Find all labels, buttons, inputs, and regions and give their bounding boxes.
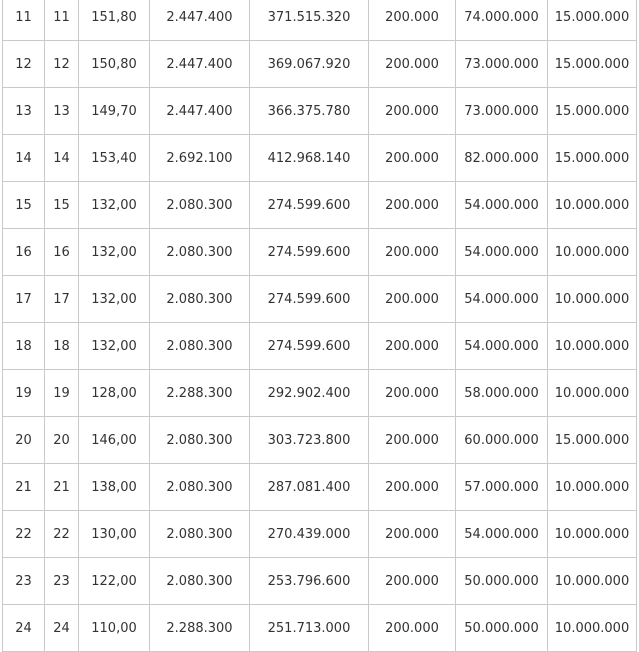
deposit-cell: 54.000.000 xyxy=(456,511,548,558)
fee-cell: 200.000 xyxy=(369,370,456,417)
deposit-cell: 54.000.000 xyxy=(456,229,548,276)
fee-cell: 200.000 xyxy=(369,182,456,229)
area-cell: 130,00 xyxy=(79,511,150,558)
discount-cell: 15.000.000 xyxy=(548,41,637,88)
discount-cell: 10.000.000 xyxy=(548,276,637,323)
unit-price-cell: 2.080.300 xyxy=(150,323,250,370)
total-price-cell: 274.599.600 xyxy=(250,182,369,229)
row-index-cell: 24 xyxy=(3,605,45,652)
total-price-cell: 274.599.600 xyxy=(250,229,369,276)
discount-cell: 10.000.000 xyxy=(548,605,637,652)
total-price-cell: 371.515.320 xyxy=(250,0,369,41)
discount-cell: 15.000.000 xyxy=(548,417,637,464)
row-index-cell: 23 xyxy=(3,558,45,605)
area-cell: 149,70 xyxy=(79,88,150,135)
area-cell: 153,40 xyxy=(79,135,150,182)
total-price-cell: 366.375.780 xyxy=(250,88,369,135)
area-cell: 146,00 xyxy=(79,417,150,464)
discount-cell: 10.000.000 xyxy=(548,182,637,229)
unit-price-cell: 2.080.300 xyxy=(150,511,250,558)
unit-price-cell: 2.080.300 xyxy=(150,417,250,464)
fee-cell: 200.000 xyxy=(369,135,456,182)
discount-cell: 10.000.000 xyxy=(548,558,637,605)
fee-cell: 200.000 xyxy=(369,276,456,323)
deposit-cell: 73.000.000 xyxy=(456,41,548,88)
table-row xyxy=(3,0,637,41)
row-index-cell: 20 xyxy=(3,417,45,464)
deposit-cell: 50.000.000 xyxy=(456,558,548,605)
deposit-cell: 54.000.000 xyxy=(456,182,548,229)
row-index-cell: 19 xyxy=(3,370,45,417)
row-index-cell: 16 xyxy=(3,229,45,276)
unit-number-cell: 20 xyxy=(45,417,79,464)
total-price-cell: 369.067.920 xyxy=(250,41,369,88)
row-index-cell: 12 xyxy=(3,41,45,88)
fee-cell: 200.000 xyxy=(369,88,456,135)
fee-cell: 200.000 xyxy=(369,511,456,558)
unit-number-cell: 23 xyxy=(45,558,79,605)
discount-cell: 15.000.000 xyxy=(548,0,637,41)
table-row xyxy=(3,182,637,229)
unit-number-cell: 12 xyxy=(45,41,79,88)
row-index-cell: 18 xyxy=(3,323,45,370)
table-row xyxy=(3,511,637,558)
price-table xyxy=(2,0,637,652)
area-cell: 132,00 xyxy=(79,276,150,323)
fee-cell: 200.000 xyxy=(369,558,456,605)
deposit-cell: 82.000.000 xyxy=(456,135,548,182)
unit-number-cell: 24 xyxy=(45,605,79,652)
unit-price-cell: 2.447.400 xyxy=(150,41,250,88)
table-row xyxy=(3,464,637,511)
table-row xyxy=(3,370,637,417)
table-row xyxy=(3,88,637,135)
unit-price-cell: 2.447.400 xyxy=(150,88,250,135)
deposit-cell: 57.000.000 xyxy=(456,464,548,511)
row-index-cell: 14 xyxy=(3,135,45,182)
unit-price-cell: 2.692.100 xyxy=(150,135,250,182)
unit-number-cell: 18 xyxy=(45,323,79,370)
deposit-cell: 54.000.000 xyxy=(456,323,548,370)
total-price-cell: 303.723.800 xyxy=(250,417,369,464)
unit-number-cell: 19 xyxy=(45,370,79,417)
unit-number-cell: 15 xyxy=(45,182,79,229)
row-index-cell: 22 xyxy=(3,511,45,558)
table-row xyxy=(3,323,637,370)
unit-number-cell: 13 xyxy=(45,88,79,135)
deposit-cell: 58.000.000 xyxy=(456,370,548,417)
area-cell: 128,00 xyxy=(79,370,150,417)
fee-cell: 200.000 xyxy=(369,417,456,464)
table-row xyxy=(3,558,637,605)
discount-cell: 10.000.000 xyxy=(548,464,637,511)
total-price-cell: 287.081.400 xyxy=(250,464,369,511)
area-cell: 110,00 xyxy=(79,605,150,652)
total-price-cell: 270.439.000 xyxy=(250,511,369,558)
discount-cell: 10.000.000 xyxy=(548,323,637,370)
total-price-cell: 412.968.140 xyxy=(250,135,369,182)
discount-cell: 10.000.000 xyxy=(548,229,637,276)
unit-price-cell: 2.080.300 xyxy=(150,464,250,511)
area-cell: 132,00 xyxy=(79,229,150,276)
total-price-cell: 274.599.600 xyxy=(250,323,369,370)
fee-cell: 200.000 xyxy=(369,323,456,370)
unit-number-cell: 14 xyxy=(45,135,79,182)
deposit-cell: 74.000.000 xyxy=(456,0,548,41)
total-price-cell: 253.796.600 xyxy=(250,558,369,605)
discount-cell: 10.000.000 xyxy=(548,370,637,417)
unit-price-cell: 2.080.300 xyxy=(150,558,250,605)
row-index-cell: 21 xyxy=(3,464,45,511)
table-body xyxy=(3,0,637,652)
table-row xyxy=(3,605,637,652)
table-container xyxy=(2,0,636,652)
unit-number-cell: 11 xyxy=(45,0,79,41)
unit-number-cell: 16 xyxy=(45,229,79,276)
row-index-cell: 13 xyxy=(3,88,45,135)
fee-cell: 200.000 xyxy=(369,464,456,511)
discount-cell: 15.000.000 xyxy=(548,135,637,182)
unit-price-cell: 2.288.300 xyxy=(150,605,250,652)
unit-price-cell: 2.080.300 xyxy=(150,182,250,229)
discount-cell: 15.000.000 xyxy=(548,88,637,135)
row-index-cell: 17 xyxy=(3,276,45,323)
fee-cell: 200.000 xyxy=(369,229,456,276)
area-cell: 138,00 xyxy=(79,464,150,511)
deposit-cell: 60.000.000 xyxy=(456,417,548,464)
discount-cell: 10.000.000 xyxy=(548,511,637,558)
deposit-cell: 54.000.000 xyxy=(456,276,548,323)
table-row xyxy=(3,229,637,276)
table-row xyxy=(3,135,637,182)
unit-number-cell: 22 xyxy=(45,511,79,558)
area-cell: 122,00 xyxy=(79,558,150,605)
unit-price-cell: 2.447.400 xyxy=(150,0,250,41)
unit-price-cell: 2.080.300 xyxy=(150,229,250,276)
fee-cell: 200.000 xyxy=(369,605,456,652)
table-row xyxy=(3,276,637,323)
unit-number-cell: 21 xyxy=(45,464,79,511)
table-row xyxy=(3,41,637,88)
table-row xyxy=(3,417,637,464)
area-cell: 132,00 xyxy=(79,182,150,229)
row-index-cell: 11 xyxy=(3,0,45,41)
unit-price-cell: 2.288.300 xyxy=(150,370,250,417)
area-cell: 150,80 xyxy=(79,41,150,88)
row-index-cell: 15 xyxy=(3,182,45,229)
total-price-cell: 274.599.600 xyxy=(250,276,369,323)
area-cell: 151,80 xyxy=(79,0,150,41)
deposit-cell: 50.000.000 xyxy=(456,605,548,652)
total-price-cell: 251.713.000 xyxy=(250,605,369,652)
total-price-cell: 292.902.400 xyxy=(250,370,369,417)
unit-price-cell: 2.080.300 xyxy=(150,276,250,323)
unit-number-cell: 17 xyxy=(45,276,79,323)
fee-cell: 200.000 xyxy=(369,0,456,41)
fee-cell: 200.000 xyxy=(369,41,456,88)
area-cell: 132,00 xyxy=(79,323,150,370)
deposit-cell: 73.000.000 xyxy=(456,88,548,135)
